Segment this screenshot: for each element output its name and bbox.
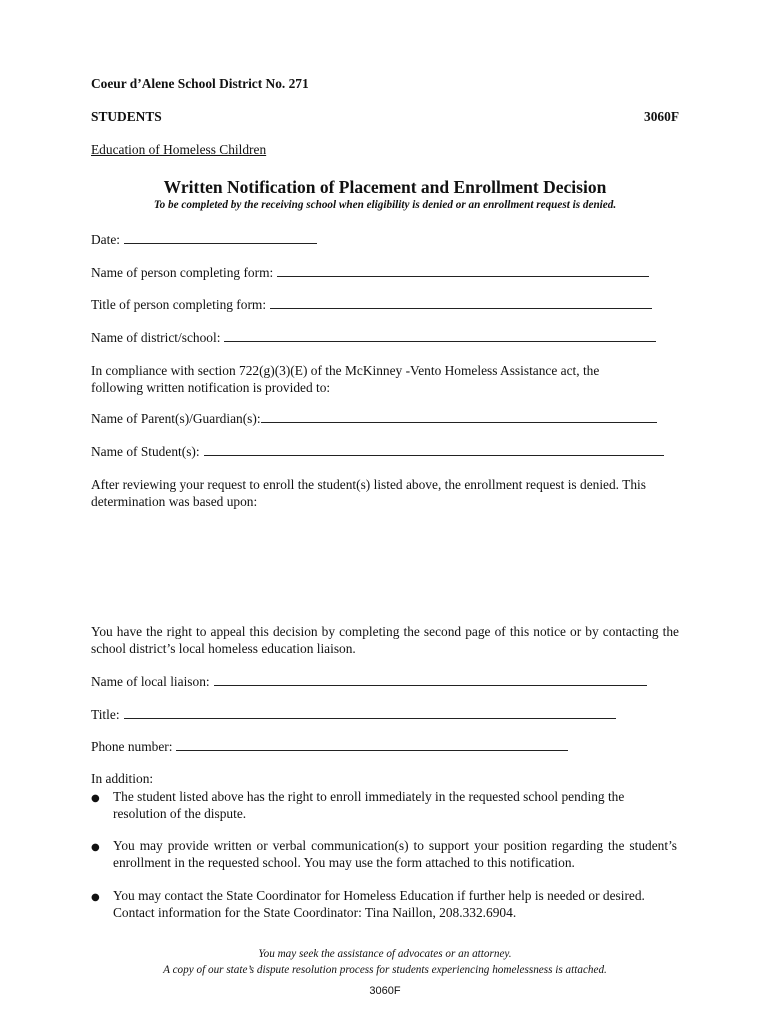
parent-field[interactable] [91, 410, 657, 427]
page-title: Written Notification of Placement and Enrollment Decision [163, 177, 607, 197]
subject-heading: Education of Homeless Children [91, 142, 267, 157]
district-school-blank[interactable] [224, 329, 656, 342]
liaison-title-blank[interactable] [124, 706, 616, 719]
phone-label: Phone number: [91, 739, 173, 754]
parent-blank[interactable] [261, 410, 657, 423]
student-label: Name of Student(s): [91, 444, 200, 459]
page-subtitle: To be completed by the receiving school when eligibility is denied or an enrollment request is denied. [153, 199, 617, 211]
list-item: ● You may provide written or verbal communication(s) to support your position regarding the student’s enrollment in the requested school. You may use the form attached to this notification. [91, 838, 677, 870]
page-code: 3060F [369, 985, 401, 997]
appeal-paragraph: You have the right to appeal this decision by completing the second page of this notice or by contacting the school district’s local homeless education liaison. [91, 624, 679, 656]
liaison-title-field[interactable] [91, 706, 616, 723]
person-name-blank[interactable] [277, 264, 649, 277]
person-name-label: Name of person completing form: [91, 265, 274, 280]
district-school-field[interactable] [91, 329, 656, 346]
section-label: STUDENTS [91, 109, 162, 124]
policy-number: 3060F [644, 109, 679, 124]
bullet-icon: ● [91, 793, 100, 804]
bullet-icon: ● [91, 892, 100, 903]
list-item: ● The student listed above has the right to enroll immediately in the requested school pending the resolution of the dispute. [91, 789, 625, 821]
person-title-label: Title of person completing form: [91, 297, 267, 312]
date-blank[interactable] [124, 231, 317, 244]
liaison-title-label: Title: [91, 707, 120, 722]
footer-line-1: You may seek the assistance of advocates or an attorney. [258, 948, 512, 960]
person-name-field[interactable] [91, 264, 649, 281]
parent-label: Name of Parent(s)/Guardian(s): [91, 411, 261, 426]
student-blank[interactable] [204, 443, 664, 456]
liaison-label: Name of local liaison: [91, 674, 210, 689]
liaison-blank[interactable] [214, 673, 647, 686]
district-school-label: Name of district/school: [91, 330, 221, 345]
liaison-field[interactable] [91, 673, 647, 690]
phone-field[interactable] [91, 738, 568, 755]
date-label: Date: [91, 232, 120, 247]
list-item: ● You may contact the State Coordinator for Homeless Education if further help is needed or desired. Contact information for the State Coordinator: Tina Naillon, 208.332.6904. [91, 888, 645, 920]
footer-line-2: A copy of our state’s dispute resolution process for students experiencing homelessness is attached. [163, 964, 607, 976]
phone-blank[interactable] [176, 738, 568, 751]
person-title-blank[interactable] [270, 296, 652, 309]
district-name: Coeur d’Alene School District No. 271 [91, 76, 309, 91]
denial-paragraph: After reviewing your request to enroll the student(s) listed above, the enrollment request is denied. This determination was based upon: [91, 477, 646, 509]
date-field[interactable] [91, 231, 317, 248]
bullet-icon: ● [91, 842, 100, 853]
in-addition-label: In addition: [91, 771, 154, 786]
student-field[interactable] [91, 443, 664, 460]
compliance-paragraph: In compliance with section 722(g)(3)(E) of the McKinney -Vento Homeless Assistance act, the following written notification is provided to: [91, 363, 600, 395]
person-title-field[interactable] [91, 296, 652, 313]
